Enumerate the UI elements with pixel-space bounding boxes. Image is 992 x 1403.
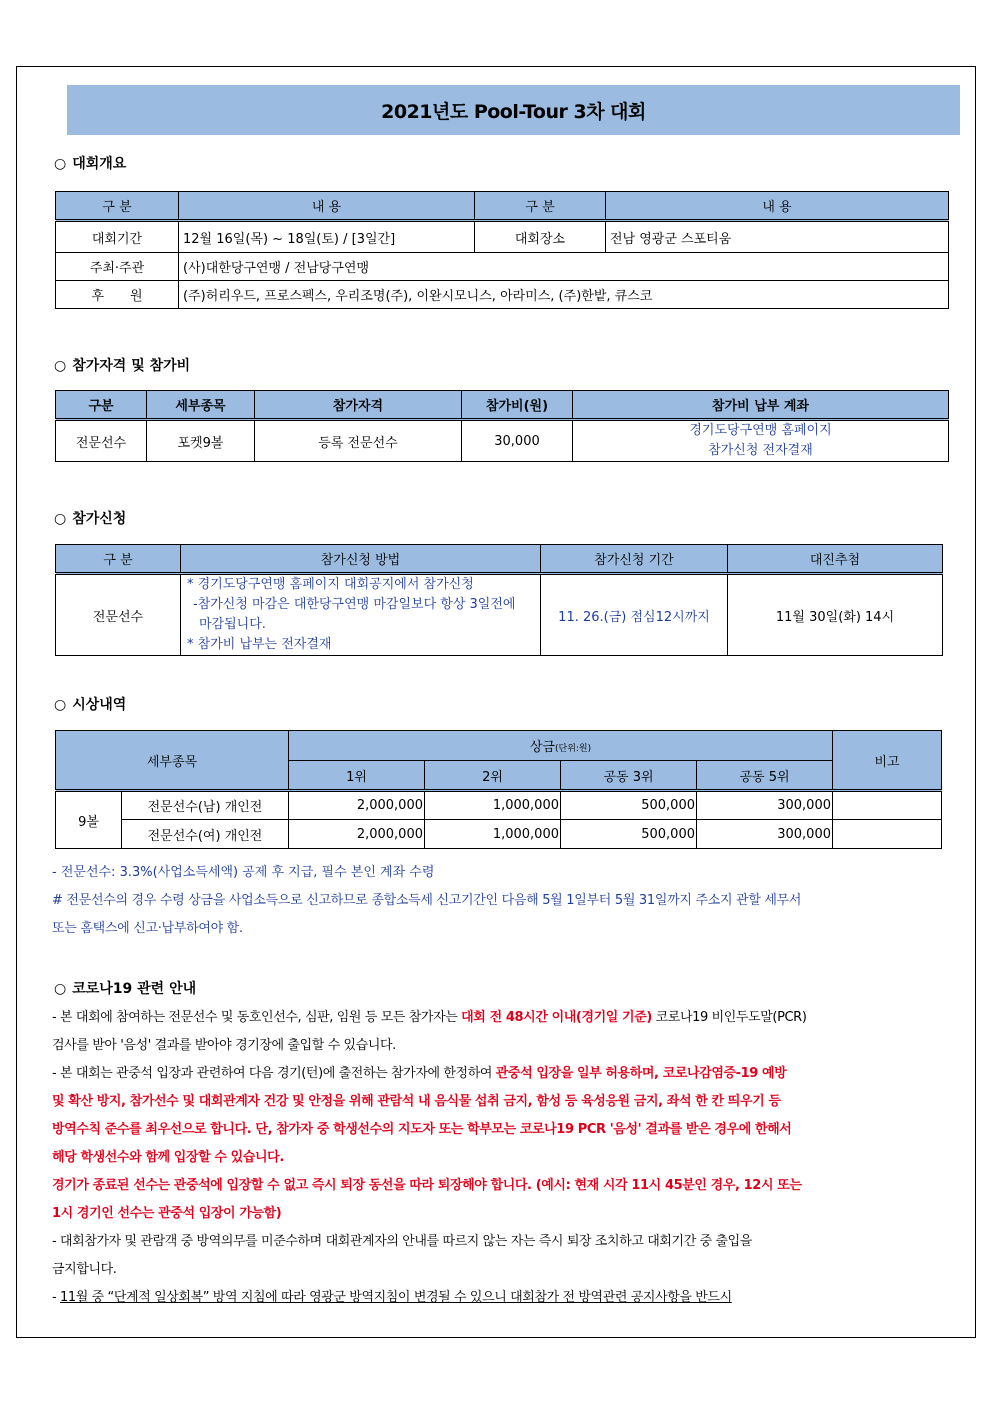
period-value: 12월 16일(목) ~ 18일(토) / [3일간] — [179, 221, 475, 253]
covid-notice: - 본 대회에 참여하는 전문선수 및 동호인선수, 심판, 임원 등 모든 참가자는 대회 전 48시간 이내(경기일 기준) 코로나19 비인두도말(PCR) 검사를 받아 '음성' 결과를 받아야 경기장에 출입할 수 있습니다. - 본 대회는 관중석 입장과 관련하여 다음 경기(턴)에 출전하는 참가자에 한정하여 관중석 입장을 일부 허용하며, 코로나감염증-19 예방 및 확산 방지, 참가선수 및 대회관계자 건강 및 안정을 위해 관람석 내 음식물 섭취 금지, 함성 등 육성응원 금지, 좌석 한 칸 띄우기 등 방역수칙 준수를 최우선으로 합니다. 단, 참가자 중 학생선수의 지도자 또는 학부모는 코로나19 PCR '음성' 결과를 받은 경우에 한해서 해당 학생선수와 함께 입장할 수 있습니다. 경기가 종료된 선수는 관중석에 입장할 수 없고 즉시 퇴장 동선을 따라 퇴장해야 합니다. (예시: 현재 시각 11시 45분인 경우, 12시 또는 1시 경기인 선수는 관중석 입장이 가능함) - 대회참가자 및 관람객 중 방역의무를 미준수하며 대회관계자의 안내를 따르지 않는 자는 즉시 퇴장 조치하고 대회기간 중 출입을 금지합니다. - 11월 중 “단계적 일상회복” 방역 지침에 따라 영광군 방역지침이 변경될 수 있으니 대회참가 전 방역관련 공지사항을 반드시 — [52, 1004, 962, 1312]
page-title: 2021년도 Pool-Tour 3차 대회 — [67, 85, 960, 135]
awards-value: 2,000,000 — [289, 820, 425, 849]
application-method: * 경기도당구연맹 홈페이지 대회공지에서 참가신청 -참가신청 마감은 대한당구연맹 마감일보다 항상 3일전에 마감됩니다. * 참가비 납부는 전자결재 — [181, 574, 541, 656]
eligibility-qualification: 등록 전문선수 — [255, 420, 462, 462]
awards-value: 2,000,000 — [289, 791, 425, 820]
awards-rank-header: 공동 3위 — [561, 761, 697, 791]
section-awards-heading: ○ 시상내역 — [54, 697, 127, 713]
awards-tax-note-2: # 전문선수의 경우 수령 상금을 사업소득으로 신고하므로 종합소득세 신고기간인 다음해 5월 1일부터 5월 31일까지 주소지 관할 세무서 또는 홈택스에 신고·납부하여야 함. — [52, 893, 802, 936]
overview-header: 내 용 — [606, 192, 949, 221]
awards-group: 9볼 — [56, 791, 122, 849]
application-header: 참가신청 기간 — [541, 545, 728, 574]
sponsor-value: (주)허리우드, 프로스펙스, 우리조명(주), 이완시모니스, 아라미스, (주)한밭, 큐스코 — [179, 281, 949, 309]
awards-rank-header: 공동 5위 — [697, 761, 833, 791]
section-application-heading: ○ 참가신청 — [54, 511, 127, 527]
awards-value: 500,000 — [561, 820, 697, 849]
overview-header: 구 분 — [56, 192, 179, 221]
awards-event-header: 세부종목 — [56, 731, 289, 791]
application-header: 구 분 — [56, 545, 181, 574]
eligibility-fee: 30,000 — [462, 420, 573, 462]
period-label: 대회기간 — [56, 221, 179, 253]
eligibility-header: 참가비(원) — [462, 391, 573, 420]
awards-row-name: 전문선수(여) 개인전 — [122, 820, 289, 849]
application-draw: 11월 30일(화) 14시 — [728, 574, 943, 656]
table-row — [56, 791, 942, 820]
application-header: 참가신청 방법 — [181, 545, 541, 574]
circle-bullet: ○ — [54, 981, 67, 997]
table-row — [56, 820, 942, 849]
awards-value: 300,000 — [697, 820, 833, 849]
covid-paragraph: - 본 대회에 참여하는 전문선수 및 동호인선수, 심판, 임원 등 모든 참가자는 대회 전 48시간 이내(경기일 기준) 코로나19 비인두도말(PCR) — [52, 1010, 807, 1025]
section-eligibility-heading: ○ 참가자격 및 참가비 — [54, 358, 191, 374]
circle-bullet: ○ — [54, 156, 67, 172]
eligibility-event: 포켓9볼 — [147, 420, 255, 462]
awards-value: 1,000,000 — [425, 791, 561, 820]
sponsor-label: 후 원 — [56, 281, 179, 309]
awards-value: 500,000 — [561, 791, 697, 820]
awards-note-cell — [833, 791, 942, 820]
eligibility-header: 세부종목 — [147, 391, 255, 420]
application-period: 11. 26.(금) 점심12시까지 — [541, 574, 728, 656]
overview-header: 내 용 — [179, 192, 475, 221]
awards-note-cell — [833, 820, 942, 849]
host-value: (사)대한당구연맹 / 전남당구연맹 — [179, 253, 949, 281]
awards-value: 1,000,000 — [425, 820, 561, 849]
application-header: 대진추첨 — [728, 545, 943, 574]
covid-paragraph: - 11월 중 “단계적 일상회복” 방역 지침에 따라 영광군 방역지침이 변경될 수 있으니 대회참가 전 방역관련 공지사항을 반드시 — [52, 1290, 732, 1305]
eligibility-header: 참가비 납부 계좌 — [573, 391, 949, 420]
eligibility-table — [55, 390, 949, 462]
circle-bullet: ○ — [54, 511, 67, 527]
overview-header: 구 분 — [475, 192, 606, 221]
awards-note-header: 비고 — [833, 731, 942, 791]
eligibility-header: 참가자격 — [255, 391, 462, 420]
venue-value: 전남 영광군 스포티움 — [606, 221, 949, 253]
application-category: 전문선수 — [56, 574, 181, 656]
host-label: 주최·주관 — [56, 253, 179, 281]
awards-tax-note: - 전문선수: 3.3%(사업소득세액) 공제 후 지급, 필수 본인 계좌 수령 — [52, 865, 435, 880]
section-overview-heading: ○ 대회개요 — [54, 156, 127, 172]
awards-rank-header: 2위 — [425, 761, 561, 791]
venue-label: 대회장소 — [475, 221, 606, 253]
awards-table — [55, 730, 942, 849]
eligibility-header: 구분 — [56, 391, 147, 420]
circle-bullet: ○ — [54, 358, 67, 374]
application-table — [55, 544, 943, 656]
overview-table — [55, 191, 949, 309]
awards-value: 300,000 — [697, 791, 833, 820]
awards-prize-header: 상금(단위:원) — [289, 731, 833, 761]
awards-rank-header: 1위 — [289, 761, 425, 791]
section-covid-heading: ○ 코로나19 관련 안내 — [54, 981, 197, 997]
covid-paragraph: - 본 대회는 관중석 입장과 관련하여 다음 경기(턴)에 출전하는 참가자에 한정하여 관중석 입장을 일부 허용하며, 코로나감염증-19 예방 — [52, 1066, 787, 1081]
eligibility-category: 전문선수 — [56, 420, 147, 462]
circle-bullet: ○ — [54, 697, 67, 713]
awards-row-name: 전문선수(남) 개인전 — [122, 791, 289, 820]
eligibility-account: 경기도당구연맹 홈페이지 참가신청 전자결재 — [573, 420, 949, 462]
